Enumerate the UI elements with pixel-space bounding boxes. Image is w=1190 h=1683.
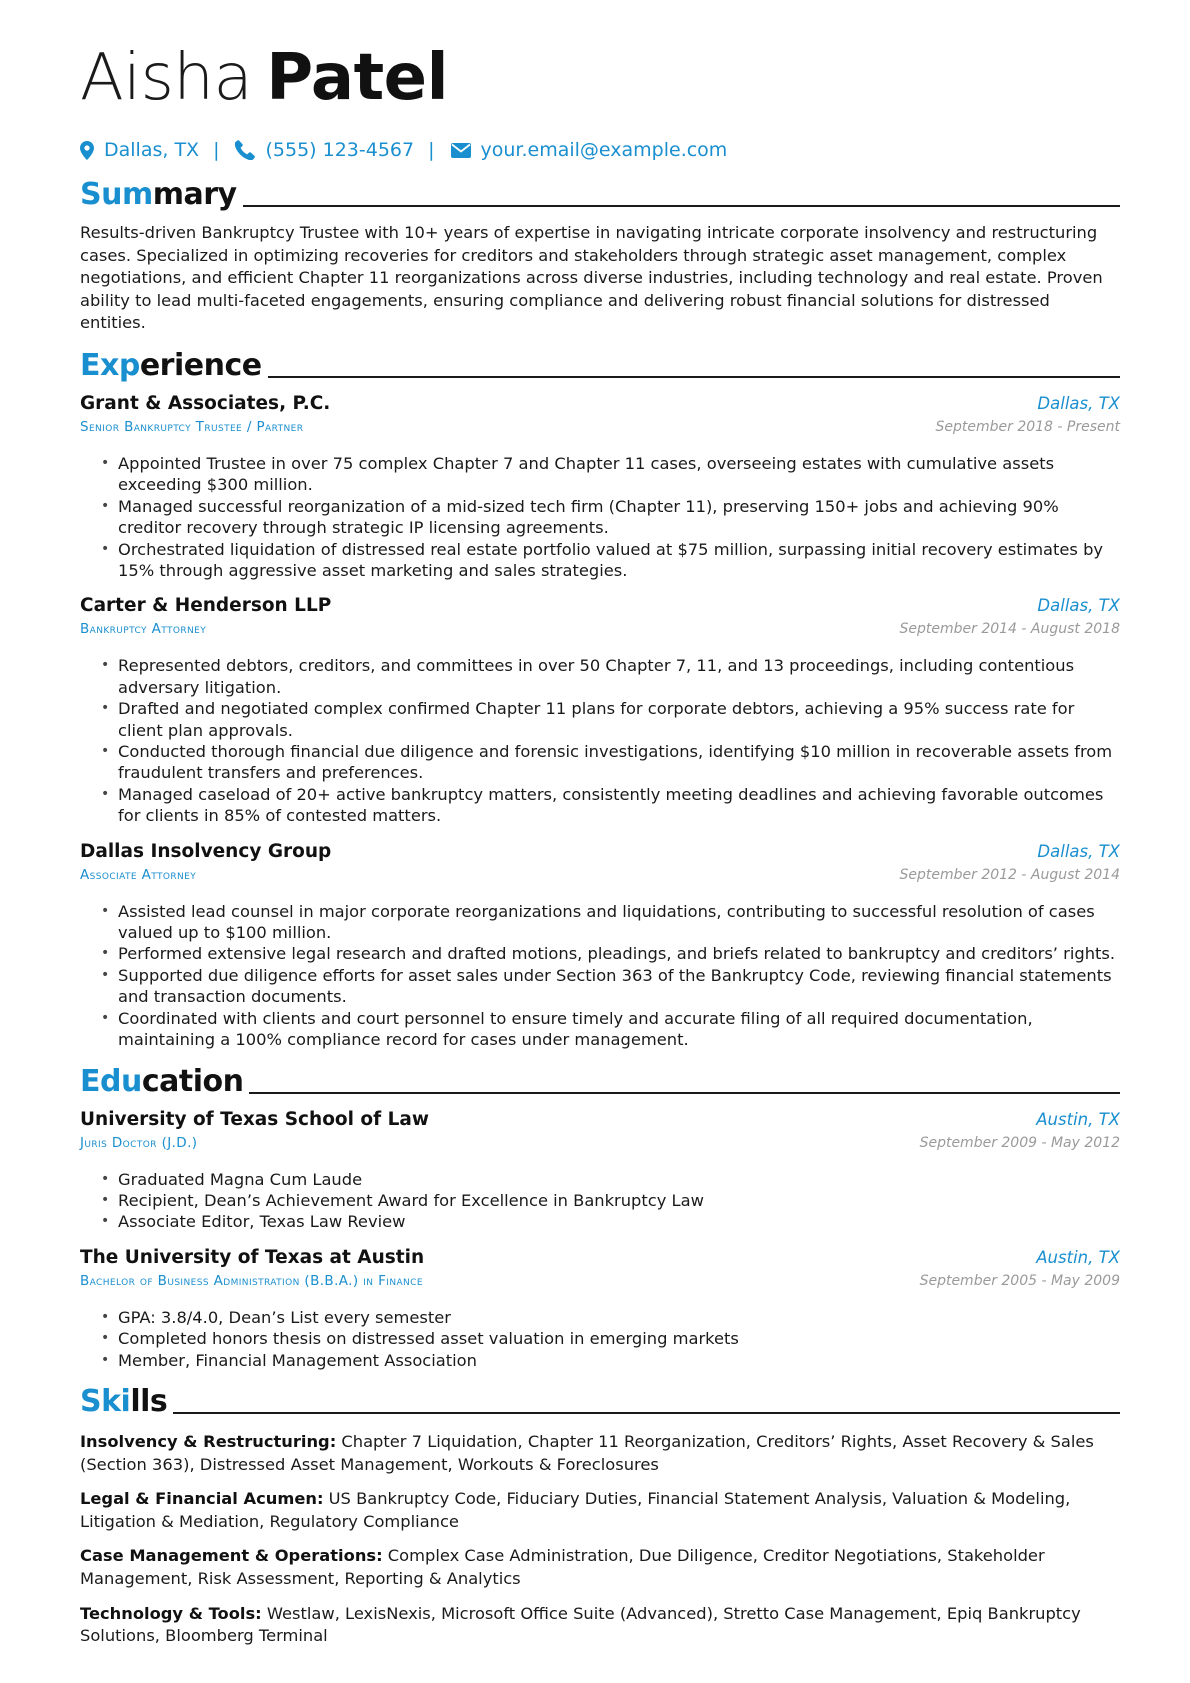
bullet-item: • Coordinated with clients and court personnel to ensure timely and accurate filing of all required documentation, maintaining a 100% compliance record for cases under management. (118, 1008, 1120, 1051)
bullet-item: • Associate Editor, Texas Law Review (118, 1211, 1120, 1232)
experience-entry (80, 595, 1120, 826)
entry-dates: September 2014 - August 2018 (899, 621, 1120, 638)
bullet-list (80, 1307, 1120, 1371)
job-title: Associate Attorney (80, 866, 197, 883)
location-text: Dallas, TX (104, 139, 200, 161)
skill-label: Technology & Tools: (80, 1603, 262, 1623)
contact-email[interactable] (451, 139, 728, 161)
heading-accent: Edu (80, 1063, 142, 1099)
skills-list (80, 1431, 1120, 1648)
bullet-item: • Completed honors thesis on distressed asset valuation in emerging markets (118, 1328, 1120, 1349)
entry-location: Dallas, TX (1037, 841, 1120, 861)
skills-heading (80, 1383, 1120, 1421)
employer-name: Carter & Henderson LLP (80, 595, 332, 617)
employer-name: Grant & Associates, P.C. (80, 392, 331, 414)
heading-rest: cation (141, 1063, 244, 1099)
school-name: University of Texas School of Law (80, 1108, 429, 1130)
phone-icon (235, 140, 255, 160)
contact-location (80, 139, 199, 161)
skill-values: Complex Case Administration, Due Diligence, Creditor Negotiations, Stakeholder Management, Risk Assessment, Reporting & Analytics (80, 1546, 1045, 1588)
heading-rule (268, 376, 1120, 378)
bullet-item: • GPA: 3.8/4.0, Dean’s List every semester (118, 1307, 1120, 1328)
contact-bar (80, 136, 1120, 164)
bullet-item: • Performed extensive legal research and drafted motions, pleadings, and briefs related to bankruptcy and creditors’ rights. (118, 943, 1120, 964)
bullet-item: • Managed successful reorganization of a mid-sized tech firm (Chapter 11), preserving 150+ jobs and achieving 90% creditor recovery through strategic IP licensing agreements. (118, 496, 1120, 539)
skill-label: Case Management & Operations: (80, 1546, 383, 1566)
skill-values: US Bankruptcy Code, Fiduciary Duties, Financial Statement Analysis, Valuation & Modeling, Litigation & Mediation, Regulatory Compliance (80, 1489, 1071, 1531)
experience-list (80, 393, 1120, 1051)
heading-rest: lls (130, 1383, 168, 1419)
bullet-list (80, 1169, 1120, 1233)
skill-values: Westlaw, LexisNexis, Microsoft Office Suite (Advanced), Stretto Case Management, Epiq Bankruptcy Solutions, Bloomberg Terminal (80, 1603, 1081, 1646)
bullet-item: • Assisted lead counsel in major corporate reorganizations and liquidations, contributing to successful resolution of cases valued up to $100 million. (118, 901, 1120, 944)
skill-group (80, 1545, 1120, 1590)
bullet-item: • Appointed Trustee in over 75 complex Chapter 7 and Chapter 11 cases, overseeing estates with cumulative assets exceeding $300 million. (118, 453, 1120, 496)
job-title: Bankruptcy Attorney (80, 621, 207, 638)
candidate-name (80, 38, 1120, 118)
resume-page (80, 38, 1120, 1648)
skill-group (80, 1603, 1120, 1648)
bullet-item: • Managed caseload of 20+ active bankruptcy matters, consistently meeting deadlines and achieving favorable outcomes for clients in 85% of contested matters. (118, 784, 1120, 827)
entry-dates: September 2005 - May 2009 (919, 1272, 1120, 1289)
entry-dates: September 2012 - August 2014 (899, 866, 1120, 883)
bullet-item: • Drafted and negotiated complex confirmed Chapter 11 plans for corporate debtors, achieving a 95% success rate for client plan approvals. (118, 698, 1120, 741)
entry-dates: September 2009 - May 2012 (919, 1134, 1120, 1151)
map-pin-icon (80, 141, 94, 160)
contact-separator: | (213, 139, 220, 161)
phone-text: (555) 123-4567 (265, 139, 415, 161)
summary-text: Results-driven Bankruptcy Trustee with 10+ years of expertise in navigating intricate corporate insolvency and restructuring cases. Specialized in optimizing recoveries for creditors and stakeholders through strategic asset management, complex negotiations, and efficient Chapter 11 reorganizations across diverse industries, including technology and real estate. Proven ability to lead multi-faceted engagements, ensuring compliance and delivering robust financial solutions for distressed entities. (80, 223, 1103, 333)
summary-heading (80, 176, 1120, 214)
degree-title: Juris Doctor (J.D.) (80, 1134, 198, 1151)
entry-location: Austin, TX (1036, 1109, 1120, 1129)
heading-rule (249, 1092, 1120, 1094)
contact-separator: | (428, 139, 435, 161)
education-entry (80, 1247, 1120, 1371)
heading-rule (173, 1412, 1120, 1414)
skill-label: Insolvency & Restructuring: (80, 1431, 337, 1451)
education-entry (80, 1109, 1120, 1233)
bullet-item: • Member, Financial Management Association (118, 1350, 1120, 1371)
skill-group (80, 1488, 1120, 1533)
heading-rest: erience (139, 347, 262, 383)
skill-label: Legal & Financial Acumen: (80, 1489, 324, 1509)
experience-entry (80, 841, 1120, 1051)
skill-values: Chapter 7 Liquidation, Chapter 11 Reorganization, Creditors’ Rights, Asset Recovery & Sales (Section 363), Distressed Asset Management, Workouts & Foreclosures (80, 1431, 1094, 1474)
school-name: The University of Texas at Austin (80, 1246, 425, 1268)
email-text: your.email@example.com (480, 139, 728, 161)
degree-title: Bachelor of Business Administration (B.B.A.) in Finance (80, 1272, 423, 1289)
last-name: Patel (266, 41, 448, 115)
bullet-list (80, 453, 1120, 581)
heading-rest: mary (152, 177, 237, 212)
entry-location: Dallas, TX (1037, 596, 1120, 616)
entry-dates: September 2018 - Present (935, 418, 1120, 435)
bullet-item: • Conducted thorough financial due diligence and forensic investigations, identifying $10 million in recoverable assets from fraudulent transfers and preferences. (118, 741, 1120, 784)
envelope-icon (451, 143, 471, 158)
bullet-item: • Orchestrated liquidation of distressed real estate portfolio valued at $75 million, surpassing initial recovery estimates by 15% through aggressive asset marketing and sales strategies. (118, 539, 1120, 582)
bullet-list (80, 655, 1120, 826)
education-heading (80, 1063, 1120, 1101)
skill-group (80, 1431, 1120, 1476)
entry-location: Austin, TX (1036, 1247, 1120, 1267)
bullet-item: • Recipient, Dean’s Achievement Award for Excellence in Bankruptcy Law (118, 1190, 1120, 1211)
heading-accent: Sum (80, 177, 153, 212)
bullet-list (80, 901, 1120, 1051)
first-name: Aisha (80, 41, 253, 115)
bullet-item: • Graduated Magna Cum Laude (118, 1169, 1120, 1190)
education-list (80, 1109, 1120, 1371)
bullet-item: • Represented debtors, creditors, and committees in over 50 Chapter 7, 11, and 13 proceedings, including contentious adversary litigation. (118, 655, 1120, 698)
heading-accent: Ski (80, 1383, 131, 1419)
job-title: Senior Bankruptcy Trustee / Partner (80, 418, 304, 435)
experience-entry (80, 393, 1120, 581)
contact-phone[interactable] (235, 139, 414, 161)
bullet-item: • Supported due diligence efforts for asset sales under Section 363 of the Bankruptcy Code, reviewing financial statements and transaction documents. (118, 965, 1120, 1008)
employer-name: Dallas Insolvency Group (80, 840, 332, 862)
entry-location: Dallas, TX (1037, 393, 1120, 413)
experience-heading (80, 347, 1120, 385)
heading-rule (243, 205, 1120, 207)
heading-accent: Exp (80, 347, 140, 383)
